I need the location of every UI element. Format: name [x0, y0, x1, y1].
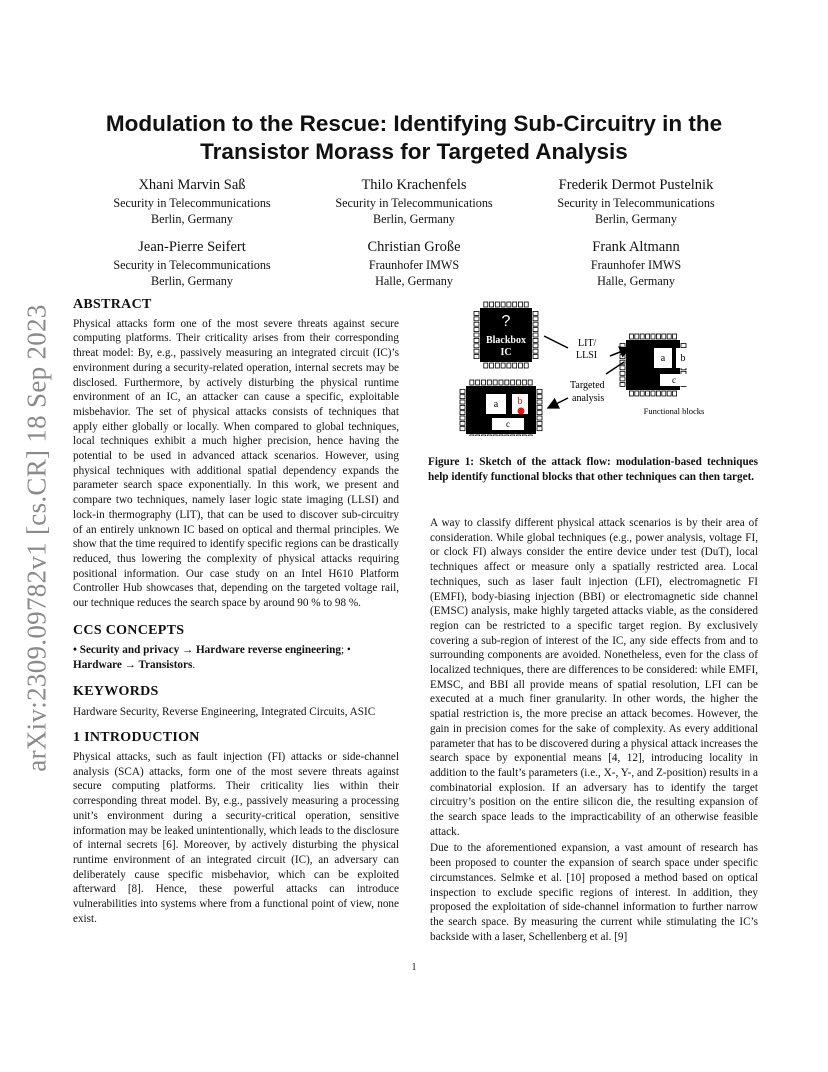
right-paragraph: A way to classify different physical attack scenarios is by their area of consideration. While global techniques (e.g., power analysis, voltage FI, or clock FI) always consider the entire device under test (DuT), local techniques affect or measure only a spatially restricted area. Local techniques, such as laser fault injection (LFI), electromagnetic FI (EMFI), body-biasing injection (BBI) or electromagnetic side channel (EMSC) analysis, make highly targeted attacks viable, as the considered region can be restricted to a specific target region. By exclusively covering a sub-region of interest of the IC, any side effects from and to surrounding components are avoided. Nonetheless, even for the class of localized techniques, there are differences to be considered: while EMFI, EMSC, and BBI all provide means of spatial resolution, LFI can be executed at a much finer granularity. In other words, the higher the spatial restriction is, the more precise an attack becomes. However, the gain in precision comes for the sake of complexity. As every additional parameter that has to be discovered during a physical attack increases the search space by exponential means [4, 12], introducing locality in addition to the fault’s parameters (i.e., X-, Y-, and Z-position) results in a combinatorial explosion. If an adversary has to identify the target circuitry’s position on the entire silicon die, the resulting expansion of the search space leads to the impracticability of an otherwise feasible attack.: [430, 517, 758, 838]
lit-llsi-label: LIT/: [578, 338, 597, 349]
abstract-text: Physical attacks form one of the most severe threats against secure computing platforms. Their criticality arises from their corresponding threat model: By, e.g., passively measuring an integrated circuit (IC)’s environment during a security-related operation, internal secrets may be disclosed. Furthermore, by actively disturbing the physical runtime environment of an IC, an attacker can cause a specific, exploitable misbehavior. The set of physical attacks consists of techniques that apply either globally or locally. When compared to global techniques, local techniques exhibit a much higher precision, hence having the potential to be used in advanced attack scenarios. However, using physical techniques with additional spatial dependency expands the parameter search space exponentially. In this work, we present and compare two techniques, namely laser logic state imaging (LLSI) and lock-in thermography (LIT), that can be used to discover sub-circuitry of an entirely unknown IC based on optical and thermal principles. We show that the time required to identify specific regions can be drastically reduced, thus lowering the complexity of physical attacks requiring positional information. Our case study on an Intel H610 Platform Controller Hub showcases that, depending on the targeted voltage rail, our technique reduces the search space by around 90 % to 98 %.: [73, 317, 399, 610]
author-block: Xhani Marvin Saß Security in Telecommunications Berlin, Germany: [113, 177, 271, 226]
block-a: a: [493, 399, 499, 410]
figure-attack-flow: [428, 296, 758, 436]
keywords-text: Hardware Security, Reverse Engineering, Integrated Circuits, ASIC: [73, 705, 376, 718]
target-dot: [518, 408, 525, 415]
author-block: Thilo Krachenfels Security in Telecommunications Berlin, Germany: [335, 177, 493, 226]
author-block: Jean-Pierre Seifert Security in Telecommunications Berlin, Germany: [113, 239, 271, 288]
figure-caption: Figure 1: Sketch of the attack flow: modulation-based techniques help identify functional blocks that other techniques can then target.: [428, 456, 758, 483]
arxiv-watermark: arXiv:2309.09782v1 [cs.CR] 18 Sep 2023: [21, 304, 52, 772]
introduction-text: Physical attacks, such as fault injection (FI) attacks or side-channel analysis (SCA) attacks, form one of the most severe threats against secure computing platforms. Their criticality lies within their corresponding threat model. By, e.g., passively measuring a processing unit’s environment during a security-critical operation, sensitive information may be leaked unintentionally, which leads to the disclosure of internal secrets [6]. Moreover, by actively disturbing the physical runtime environment of an integrated circuit (IC), an adversary can deliberately cause specific misbehavior, which can be exploited afterward [8]. Hence, these powerful attacks can introduce vulnerabilities into systems where from a functional point of view, none exist.: [73, 750, 399, 925]
ccs-text: • Security and privacy → Hardware reverse engineering; • Hardware → Transistors.: [73, 644, 351, 672]
right-paragraph: Due to the aforementioned expansion, a vast amount of research has been proposed to counter the expansion of search space under specific circumstances. Selmke et al. [10] proposed a method based on optical inspection to exclude specific regions of interest. In addition, they proposed the exploitation of side-channel information to further narrow the search space. By measuring the current while stimulating the IC’s backside with a laser, Schellenberg et al. [9]: [430, 842, 758, 943]
paper-title: Modulation to the Rescue: Identifying Sub-Circuitry in the Transistor Morass for Targeted Analysis: [105, 111, 723, 164]
targeted-analysis-label: Targeted: [570, 380, 605, 391]
page-number: 1: [411, 962, 417, 973]
ccs-heading: CCS CONCEPTS: [73, 622, 185, 638]
lit-llsi-label: LLSI: [576, 350, 598, 361]
functional-blocks-label: Functional blocks: [643, 406, 705, 416]
block-b: b: [517, 396, 523, 407]
block-c: c: [506, 419, 510, 429]
author-block: Frank Altmann Fraunhofer IMWS Halle, Germany: [590, 239, 682, 288]
ic-label: IC: [500, 347, 512, 358]
block-c: c: [672, 375, 676, 385]
introduction-heading: 1 INTRODUCTION: [73, 730, 200, 746]
blackbox-label: Blackbox: [485, 335, 527, 346]
right-column: [430, 516, 758, 944]
block-b: b: [680, 353, 686, 364]
block-a: a: [660, 353, 666, 364]
question-mark: ?: [501, 313, 511, 330]
targeted-analysis-label: analysis: [572, 393, 605, 404]
author-block: Christian Große Fraunhofer IMWS Halle, Germany: [367, 239, 461, 288]
keywords-heading: KEYWORDS: [73, 683, 159, 699]
author-block: Frederik Dermot Pustelnik Security in Telecommunications Berlin, Germany: [557, 177, 715, 226]
abstract-heading: ABSTRACT: [73, 297, 152, 312]
left-column: [73, 298, 399, 926]
